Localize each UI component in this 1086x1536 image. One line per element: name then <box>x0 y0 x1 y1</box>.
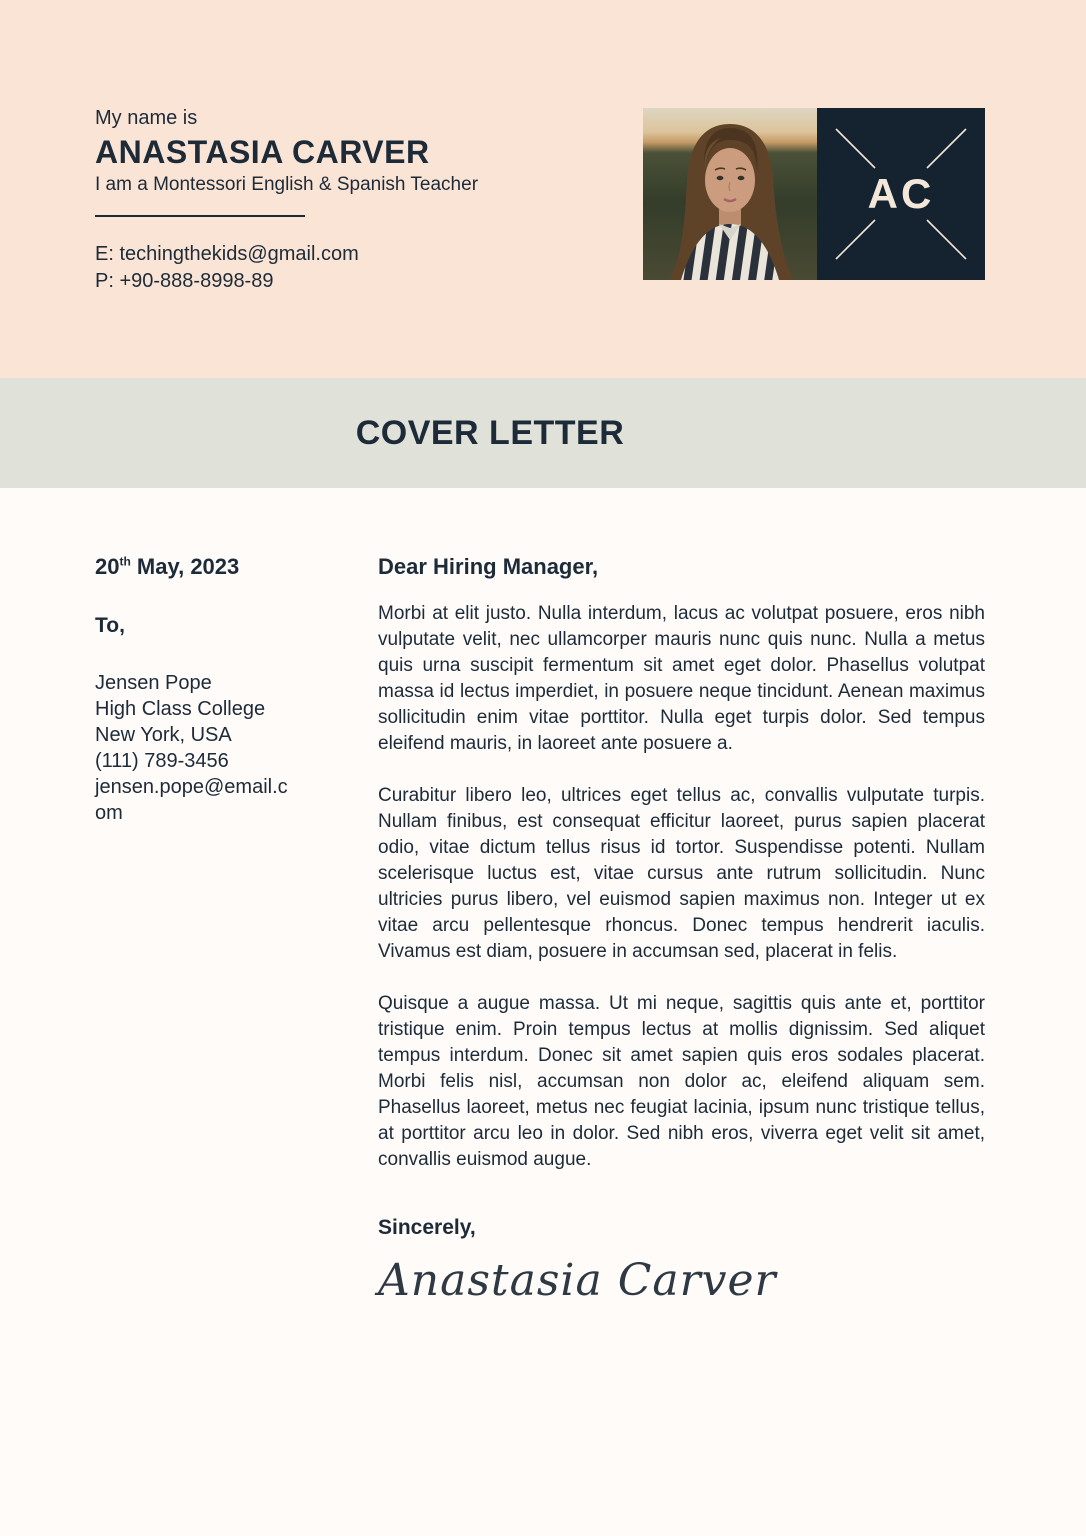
tagline: I am a Montessori English & Spanish Teacher <box>95 174 479 195</box>
letter-text-column <box>378 554 985 1311</box>
letter-date <box>95 554 310 580</box>
phone-line: P: +90-888-8998-89 <box>95 270 274 292</box>
recipient-phone: (111) 789-3456 <box>95 750 229 772</box>
to-label: To, <box>95 614 125 637</box>
cover-letter-banner <box>0 378 1086 488</box>
recipient-organization: High Class College <box>95 698 266 720</box>
monogram-badge <box>817 108 985 280</box>
signature: Anastasia Carver <box>378 1255 777 1306</box>
email-line: E: techingthekids@gmail.com <box>95 243 359 265</box>
salutation: Dear Hiring Manager, <box>378 554 599 579</box>
header-section <box>0 0 1086 378</box>
header-media <box>643 108 985 280</box>
letter-body <box>0 488 1086 1311</box>
portrait-illustration <box>643 108 817 280</box>
date-ordinal: th <box>119 554 131 569</box>
contact-block <box>95 241 478 295</box>
identity-block <box>95 106 478 295</box>
intro-line: My name is <box>95 107 198 129</box>
recipient-location: New York, USA <box>95 724 232 746</box>
page-title: COVER LETTER <box>355 413 625 452</box>
recipient-block <box>95 670 295 826</box>
person-name: ANASTASIA CARVER <box>95 134 430 170</box>
monogram-cross-lines <box>817 108 985 280</box>
date-day: 20 <box>95 554 120 579</box>
monogram-initials: AC <box>867 170 935 217</box>
profile-photo <box>643 108 817 280</box>
recipient-name: Jensen Pope <box>95 672 212 694</box>
divider-line <box>95 215 305 217</box>
date-rest: May, 2023 <box>130 554 240 579</box>
paragraph-3: Quisque a augue massa. Ut mi neque, sagittis quis ante et, porttitor tristique enim. Proin tempus lectus at mollis dignissim. Sed aliquet tempus interdum. Donec sit amet sapien quis eros sodales placerat. Morbi felis nisl, accumsan non dolor ac, eleifend aliquam sem. Phasellus laoreet, metus nec feugiat lacinia, ipsum nunc tristique tellus, at porttitor arcu leo in dolor. Sed nibh eros, viverra eget velit sit amet, convallis euismod augue. <box>378 993 985 1170</box>
recipient-email: jensen.pope@email.com <box>95 776 288 824</box>
closing: Sincerely, <box>378 1216 476 1239</box>
paragraph-2: Curabitur libero leo, ultrices eget tellus ac, convallis vulputate turpis. Nullam finibus, est consequat efficitur laoreet, purus sapien placerat odio, vitae dictum tellus risus id tortor. Suspendisse potenti. Nullam scelerisque luctus est, vitae cursus ante rutrum sollicitudin. Nunc ultricies purus libero, vel euismod sapien maximus non. Integer ut ex vitae arcu pellentesque rhoncus. Donec tempus hendrerit iaculis. Vivamus est diam, posuere in accumsan sed, placerat in felis. <box>378 785 985 962</box>
paragraph-1: Morbi at elit justo. Nulla interdum, lacus ac volutpat posuere, eros nibh vulputate velit, nec ullamcorper mauris nunc quis nunc. Nulla a metus quis urna suscipit fermentum sit amet eget dolor. Phasellus volutpat massa id lectus imperdiet, in posuere neque tincidunt. Aenean maximus sollicitudin enim vitae porttitor. Nulla eget turpis dolor. Sed tempus eleifend mauris, in laoreet ante posuere a. <box>378 603 985 754</box>
letter-meta-column <box>95 554 310 1311</box>
